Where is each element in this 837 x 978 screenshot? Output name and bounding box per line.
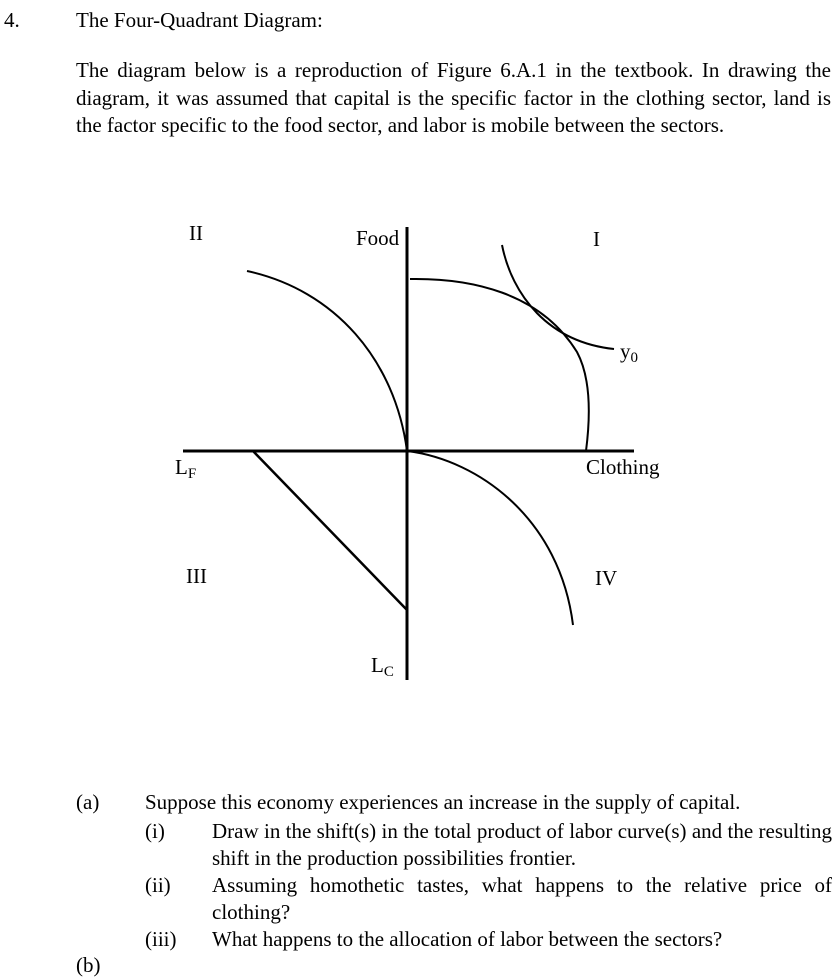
- food-total-product-curve: [247, 271, 407, 451]
- y0-label: [620, 339, 638, 366]
- food-axis-label: Food: [356, 226, 400, 250]
- part-b-label: (b): [76, 953, 101, 977]
- intro-paragraph: The diagram below is a reproduction of Figure 6.A.1 in the textbook. In drawing the diagram, it was assumed that capital is the specific factor in the clothing sector, land is the factor specific to the food sector, and labor is mobile between the sectors.: [76, 58, 831, 137]
- sub-question-number: (ii): [145, 873, 171, 897]
- y0-label-main: y: [620, 339, 631, 363]
- sub-question-ii: [145, 872, 835, 928]
- indifference-curve-y0: [502, 245, 614, 349]
- quadrant-i-label: I: [593, 227, 600, 251]
- sub-question-number: (i): [145, 819, 165, 843]
- question-number: 4.: [4, 8, 20, 32]
- lf-label-main: L: [175, 455, 188, 479]
- quadrant-ii-label: II: [189, 221, 203, 245]
- lf-label-sub: F: [187, 466, 197, 482]
- clothing-axis-label: Clothing: [586, 455, 660, 479]
- lc-label-sub: C: [383, 664, 394, 680]
- part-a-text: Suppose this economy experiences an increase in the supply of capital.: [145, 790, 741, 814]
- labor-allocation-line: [253, 451, 407, 610]
- quadrant-iv-label: IV: [595, 566, 618, 590]
- sub-question-text: Draw in the shift(s) in the total product of labor curve(s) and the resulting shift in the production possibilities frontier.: [212, 819, 832, 870]
- sub-question-text: Assuming homothetic tastes, what happens to the relative price of clothing?: [212, 873, 832, 924]
- sub-question-number: (iii): [145, 927, 177, 951]
- question-title: The Four-Quadrant Diagram:: [76, 8, 323, 32]
- lc-label-main: L: [371, 653, 384, 677]
- part-a-label: (a): [76, 790, 100, 814]
- y0-label-sub: 0: [630, 350, 638, 366]
- lf-label: [175, 455, 196, 482]
- production-possibilities-frontier: [410, 279, 589, 451]
- sub-question-text: What happens to the allocation of labor between the sectors?: [212, 927, 723, 951]
- lc-label: [371, 653, 394, 680]
- sub-question-iii: [145, 926, 835, 956]
- clothing-total-product-curve: [407, 451, 573, 625]
- quadrant-iii-label: III: [186, 564, 207, 588]
- sub-question-i: [145, 818, 835, 874]
